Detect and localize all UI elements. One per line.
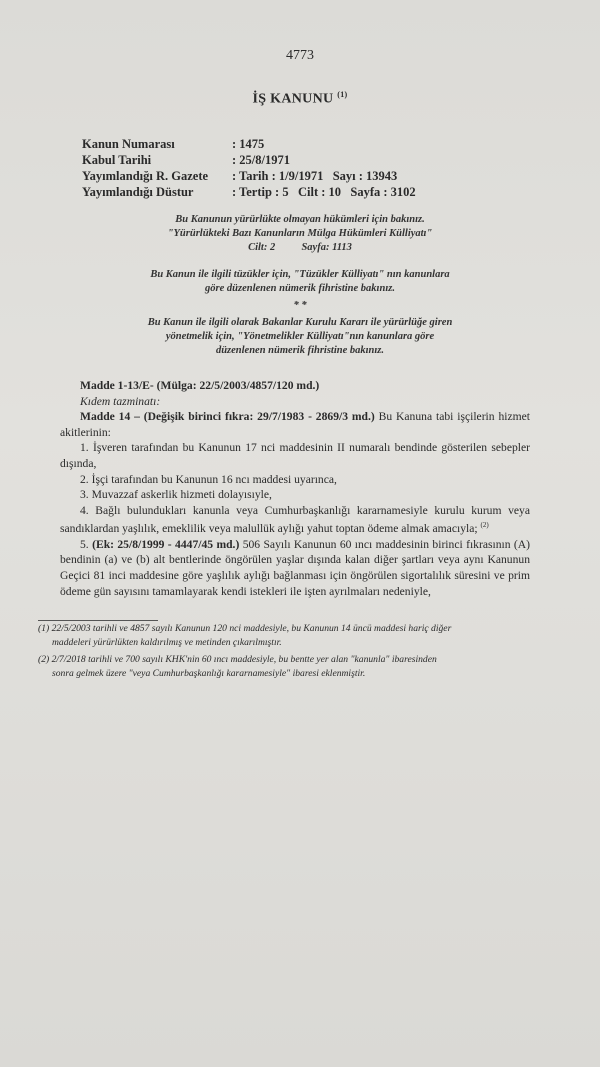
item-5-number: 5. xyxy=(80,537,93,551)
note-line: Cilt: 2 Sayfa: 1113 xyxy=(248,242,352,253)
page-number: 4773 xyxy=(286,48,314,63)
footnote-number: (1) xyxy=(38,623,50,634)
note-line: göre düzenlenen nümerik fihristine bakınız. xyxy=(205,283,395,294)
law-title-text: İŞ KANUNU xyxy=(252,91,334,107)
meta-row xyxy=(82,152,416,168)
note-line: Bu Kanun ile ilgili olarak Bakanlar Kurulu Kararı ile yürürlüğe giren xyxy=(147,317,453,328)
title-footnote-ref: (1) xyxy=(337,90,348,99)
note-line: düzenlenen nümerik fihristine bakınız. xyxy=(215,345,385,356)
article-14-text: Bu Kanuna tabi işçilerin hizmet akitlerinin: xyxy=(60,410,530,439)
note-regulations xyxy=(0,268,600,296)
article-14-heading: Madde 14 – (Değişik birinci fıkra: 29/7/1983 - 2869/3 md.) xyxy=(80,410,375,424)
meta-label: Kanun Numarası xyxy=(82,137,175,151)
note-line: yönetmelik için, "Yönetmelikler Külliyatı"nın kanunlara göre xyxy=(165,331,435,342)
section-heading-severance: Kıdem tazminatı: xyxy=(80,394,161,408)
meta-row xyxy=(82,184,416,200)
article-14-item-2: 2. İşçi tarafından bu Kanunun 16 ncı maddesi uyarınca, xyxy=(80,472,337,486)
meta-label: Yayımlandığı Düstur xyxy=(82,185,194,199)
note-line: Bu Kanunun yürürlükte olmayan hükümleri için bakınız. xyxy=(175,214,425,225)
item-4-footnote-ref: (2) xyxy=(480,521,489,530)
meta-row xyxy=(82,136,416,152)
note-line: "Yürürlükteki Bazı Kanunların Mülga Hükümleri Külliyatı" xyxy=(167,228,433,239)
note-repealed-provisions xyxy=(0,213,600,255)
meta-value: : 25/8/1971 xyxy=(232,153,290,167)
meta-value: : Tertip : 5 Cilt : 10 Sayfa : 3102 xyxy=(232,185,416,199)
footnote-number: (2) xyxy=(38,654,50,665)
article-14-item-1: 1. İşveren tarafından bu Kanunun 17 nci maddesinin II numaralı bendinde gösterilen sebepler dışında, xyxy=(60,441,530,470)
article-14-item-4 xyxy=(60,503,530,537)
law-metadata xyxy=(82,136,416,200)
item-5-amendment: (Ek: 25/8/1999 - 4447/45 md.) xyxy=(92,537,240,551)
item-5-text: 506 Sayılı Kanunun 60 ıncı maddesinin birinci fıkrasının (A) bendinin (a) ve (b) alt bentlerinde öngörülen yaşlar dışında kalan diğer şartları veya aynı Kanunun Geçici 81 inci maddesine göre yaşlılık aylığı bağlanması için öngörülen sigortalılık süresini ve prim ödeme gün sayısını tamamlayarak kendi istekleri ile işten ayrılmaları nedeniyle, xyxy=(60,537,530,598)
note-line: Bu Kanun ile ilgili tüzükler için, "Tüzükler Külliyatı" nın kanunlara xyxy=(150,269,450,280)
item-4-text: 4. Bağlı bulundukları kanunla veya Cumhurbaşkanlığı kararnamesiyle kurulu kurum veya sandıklardan yaşlılık, emeklilik veya malullük aylığı yahut toptan ödeme almak amacıyla; xyxy=(60,503,530,536)
article-14-item-3: 3. Muvazzaf askerlik hizmeti dolayısıyle, xyxy=(80,488,272,502)
meta-label: Yayımlandığı R. Gazete xyxy=(82,169,209,183)
footnote-line: maddeleri yürürlükten kaldırılmış ve metinden çıkarılmıştır. xyxy=(52,637,282,648)
meta-label: Kabul Tarihi xyxy=(82,153,152,167)
footnote-2 xyxy=(38,653,538,681)
footnote-text: 2/7/2018 tarihli ve 700 sayılı KHK'nin 60 ıncı maddesiyle, bu bentte yer alan "kanunla" ibaresinden xyxy=(51,654,437,665)
footnote-text: 22/5/2003 tarihli ve 4857 sayılı Kanunun 120 nci maddesiyle, bu Kanunun 14 üncü maddesi hariç diğer xyxy=(51,623,452,634)
article-14-item-5 xyxy=(60,537,530,599)
footnote-line xyxy=(38,622,538,636)
footnote-1 xyxy=(38,622,538,650)
meta-value: : Tarih : 1/9/1971 Sayı : 13943 xyxy=(232,169,398,183)
note-bylaws xyxy=(0,316,600,358)
footnote-line: sonra gelmek üzere "veya Cumhurbaşkanlığı kararnamesiyle" ibaresi eklenmiştir. xyxy=(52,668,366,679)
meta-value: : 1475 xyxy=(232,137,265,151)
footnote-divider xyxy=(38,620,158,621)
meta-row xyxy=(82,168,416,184)
footnote-line xyxy=(38,653,538,667)
article-1-13: Madde 1-13/E- (Mülga: 22/5/2003/4857/120 md.) xyxy=(80,379,320,392)
law-title xyxy=(0,90,600,108)
note-separator: * * xyxy=(293,300,307,311)
article-14 xyxy=(60,409,530,440)
law-body xyxy=(60,378,530,599)
